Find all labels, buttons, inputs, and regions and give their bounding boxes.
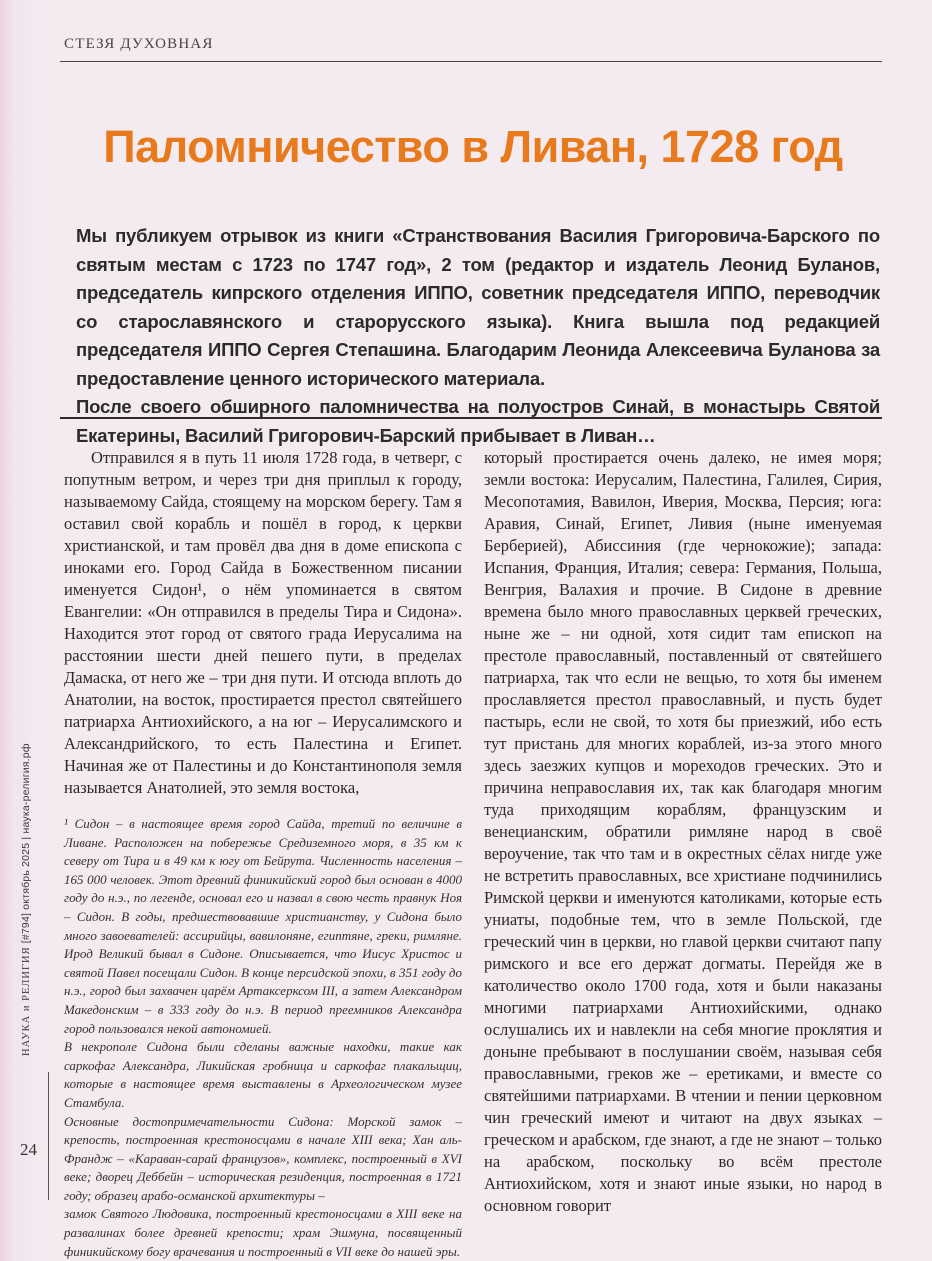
footnote-paragraph-1: ¹ Сидон – в настоящее время город Сайда, третий по величине в Ливане. Расположен на побережье Средиземного моря, в 35 км к северу от Тира и в 49 км к югу от Бейрута. Численность населения – 165 000 человек. Этот древний финикийский город был основан в 4000 году до н.э., по легенде, основал его и назвал в свою честь правнук Ноя – Сидон. В годы, предшествовавшие христианству, у Сидона было много завоевателей: ассирийцы, вавилоняне, египтяне, греки, римляне. Ирод Великий бывал в Сидоне. Описывается, что Иисус Христос и святой Павел посещали Сидон. В конце персидской эпохи, в 351 году до н.э., город был захвачен царём Артаксерксом III, а затем Александром Македонским – в 333 году до н.э. В период преемников Александра город пользовался некой автономией.: [64, 816, 462, 1036]
body-text-left: Отправился я в путь 11 июля 1728 года, в четверг, с попутным ветром, и через три дня приплыл к городу, называемому Сайда, стоящему на морском берегу. Там я оставил свой корабль и пошёл в город, к церкви христианской, и там провёл два дня в доме епископа с иноками его. Город Сайда в Божественном писании именуется Сидон¹, о нём упоминается в святом Евангелии: «Он отправился в пределы Тира и Сидона». Находится этот город от святого града Иерусалима на расстоянии шести дней пешего пути, в пределах Дамаска, от него же – три дня пути. И отсюда вплоть до Анатолии, на восток, простирается престол святейшего патриарха Антиохийского, а на юг – Иерусалимского и Александрийского, то есть Палестина и Египет. Начиная же от Палестины и до Константинополя земля называется Анатолией, это земля востока,: [64, 448, 462, 797]
footnote-paragraph-2: В некрополе Сидона были сделаны важные находки, такие как саркофаг Александра, Ликийская гробница и саркофаг плакальщиц, которые в настоящее время выставлены в Археологическом музее Стамбула.: [64, 1039, 462, 1110]
article-lede: [76, 222, 880, 450]
lede-paragraph-1: Мы публикуем отрывок из книги «Странствования Василия Григоровича-Барского по святым местам с 1723 по 1747 год», 2 том (редактор и издатель Леонид Буланов, председатель кипрского отделения ИППО, советник председателя ИППО, переводчик со старославянского и старорусского языка). Книга вышла под редакцией председателя ИППО Сергея Степашина. Благодарим Леонида Алексеевича Буланова за предоставление ценного исторического материала.: [76, 225, 880, 389]
body-text-right: который простирается очень далеко, не имея моря; земли востока: Иерусалим, Палестина, Галилея, Сирия, Месопотамия, Вавилон, Иверия, Москва, Персия; юга: Аравия, Синай, Египет, Ливия (ныне именуемая Берберией), Абиссиния (где чернокожие); запада: Испания, Франция, Италия; севера: Германия, Польша, Венгрия, Валахия и прочие. В Сидоне в древние времена было много православных церквей греческих, ныне же – ни одной, хотя сидит там епископ на престоле православный, поставленный от святейшего патриарха, так что если не вещью, то хотя бы именем прославляется престол православный, и пусть будет пастырь, если не свой, то хотя бы приезжий, ибо есть тут пристань для многих кораблей, из-за этого много здесь заезжих купцов и мореходов греческих. Это и причина неправославия их, так как благодаря многим туда приходящим кораблям, французским и венецианским, обратили римляне народ в своё вероучение, так что там и в окрестных сёлах нигде уже не встретить православных, все христиане подчинились Римской церкви и именуются католиками, которые есть униаты, подобные тем, что в земле Польской, где греческий чин в церкви, но главой церкви считают папу римского и все его держат догматы. Перейдя же в католичество около 1700 года, хотя и были наказаны многими патриархами Антиохийскими, однако ослушались их и навлекли на себя многие проклятия и доныне пребывают в послушании своём, называя себя православными, греков же – еретиками, и вместе со святейшими патриархами. В чтении и пении церковном чин греческий имеют и читают на двух языках – греческом и арабском, где знают, а где не знают – только на арабском, поскольку во всём престоле Антиохийском, хотя и знают иные языки, но народ в основном говорит: [484, 448, 882, 1215]
section-kicker: СТЕЗЯ ДУХОВНАЯ: [64, 36, 214, 52]
footnote-paragraph-4: замок Святого Людовика, построенный крестоносцами в XIII веке на развалинах более древней крепости; храм Эшмуна, посвященный финикийскому богу врачевания и построенный в VII веке до нашей эры.: [64, 1206, 462, 1259]
footnote-block: [64, 815, 462, 1261]
page-number: 24: [20, 1140, 37, 1159]
journal-name: НАУКА и РЕЛИГИЯ: [21, 946, 32, 1056]
kicker-rule: [60, 61, 882, 62]
article-title: Паломничество в Ливан, 1728 год: [103, 121, 843, 172]
footnote-paragraph-3: Основные достопримечательности Сидона: Морской замок – крепость, построенная крестоносцами в начале XIII века; Хан аль-Франдж – «Караван-сарай французов», комплекс, построенный в XVI веке; дворец Деббейн – историческая резиденция, построенная в 1721 году; образец арабо-османской архитектуры –: [64, 1113, 462, 1203]
spine-rule: [48, 1072, 49, 1200]
article-body: [64, 447, 882, 1261]
left-column: [64, 447, 462, 1261]
right-column: [484, 447, 882, 1261]
journal-issue-info: [#794] октябрь 2025 | наука-религия.рф: [20, 743, 32, 947]
lede-divider-rule: [60, 417, 882, 419]
lede-paragraph-2: После своего обширного паломничества на полуостров Синай, в монастырь Святой Екатерины, Василий Григорович-Барский прибывает в Ливан…: [76, 396, 880, 446]
journal-spine-text: [20, 743, 32, 1056]
